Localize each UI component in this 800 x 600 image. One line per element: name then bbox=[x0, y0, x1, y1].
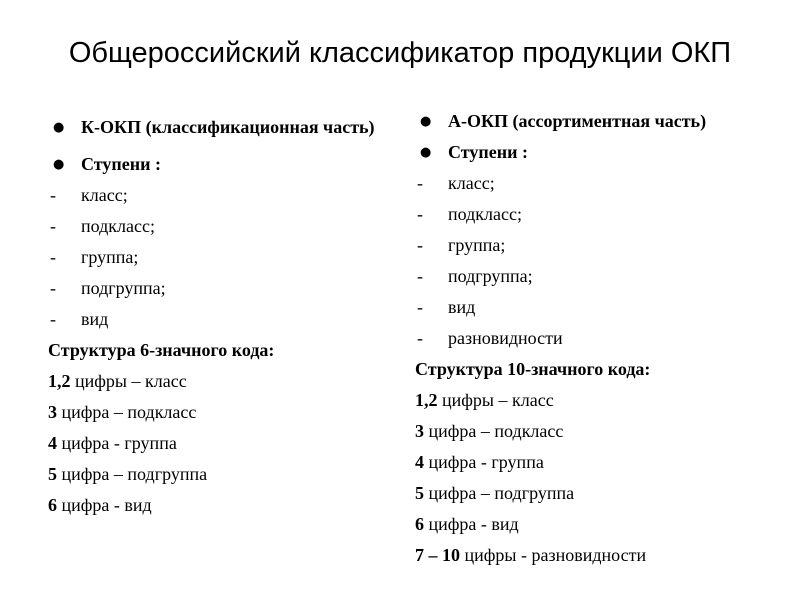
code-line bbox=[415, 509, 785, 540]
dash-icon: - bbox=[417, 297, 423, 317]
code-digits: 6 bbox=[48, 495, 57, 515]
dash-text: подкласс; bbox=[81, 216, 155, 236]
code-line bbox=[415, 447, 785, 478]
slide-title: Общероссийский классификатор продукции ОКП bbox=[68, 37, 732, 69]
dash-item bbox=[48, 273, 388, 304]
bullet-icon: ● bbox=[420, 145, 432, 160]
code-line bbox=[48, 366, 388, 397]
dash-item bbox=[48, 304, 388, 335]
bullet-text: К-ОКП (классификационная часть) bbox=[81, 117, 375, 137]
dash-icon: - bbox=[417, 266, 423, 286]
dash-icon: - bbox=[50, 216, 56, 236]
dash-text: подкласс; bbox=[448, 204, 522, 224]
code-meaning: цифра - группа bbox=[57, 433, 177, 453]
bullet-text: А-ОКП (ассортиментная часть) bbox=[448, 111, 707, 131]
bullet-item bbox=[415, 137, 785, 168]
code-meaning: цифра - вид bbox=[57, 495, 152, 515]
code-line bbox=[48, 397, 388, 428]
code-digits: 4 bbox=[48, 433, 57, 453]
dash-icon: - bbox=[50, 309, 56, 329]
dash-item bbox=[415, 168, 785, 199]
code-meaning: цифры – класс bbox=[437, 390, 554, 410]
dash-text: вид bbox=[448, 297, 476, 317]
dash-item bbox=[415, 292, 785, 323]
dash-item bbox=[48, 180, 388, 211]
code-meaning: цифры – класс bbox=[70, 371, 187, 391]
dash-text: подгруппа; bbox=[81, 278, 166, 298]
left-column bbox=[48, 114, 388, 521]
dash-item bbox=[48, 211, 388, 242]
dash-text: класс; bbox=[81, 185, 128, 205]
code-digits: 1,2 bbox=[48, 371, 71, 391]
code-digits: 3 bbox=[415, 421, 424, 441]
dash-icon: - bbox=[417, 173, 423, 193]
code-line bbox=[415, 540, 785, 571]
dash-icon: - bbox=[417, 235, 423, 255]
code-meaning: цифра – подгруппа bbox=[57, 464, 208, 484]
dash-icon: - bbox=[417, 328, 423, 348]
bullet-item bbox=[48, 114, 388, 141]
dash-item bbox=[415, 199, 785, 230]
right-column bbox=[415, 106, 785, 571]
bullet-text: Ступени : bbox=[81, 154, 161, 174]
dash-text: разновидности bbox=[448, 328, 563, 348]
dash-text: группа; bbox=[448, 235, 506, 255]
dash-text: группа; bbox=[81, 247, 139, 267]
dash-icon: - bbox=[50, 278, 56, 298]
dash-item bbox=[415, 323, 785, 354]
code-digits: 1,2 bbox=[415, 390, 438, 410]
dash-text: подгруппа; bbox=[448, 266, 533, 286]
code-meaning: цифра - вид bbox=[424, 514, 519, 534]
dash-item bbox=[415, 261, 785, 292]
bullet-item bbox=[415, 106, 785, 137]
code-meaning: цифра - группа bbox=[424, 452, 544, 472]
code-meaning: цифра – подкласс bbox=[424, 421, 564, 441]
code-digits: 5 bbox=[415, 483, 424, 503]
structure-heading: Структура 6-значного кода: bbox=[48, 340, 275, 360]
code-meaning: цифра – подкласс bbox=[57, 402, 197, 422]
code-digits: 4 bbox=[415, 452, 424, 472]
code-digits: 3 bbox=[48, 402, 57, 422]
code-meaning: цифра – подгруппа bbox=[424, 483, 575, 503]
bullet-icon: ● bbox=[53, 120, 65, 135]
code-digits: 5 bbox=[48, 464, 57, 484]
code-digits: 6 bbox=[415, 514, 424, 534]
code-line bbox=[415, 478, 785, 509]
code-line bbox=[415, 385, 785, 416]
code-digits: 7 – 10 bbox=[415, 545, 460, 565]
code-line bbox=[48, 428, 388, 459]
bullet-icon: ● bbox=[420, 114, 432, 129]
code-line bbox=[48, 459, 388, 490]
bullet-item bbox=[48, 149, 388, 180]
code-line bbox=[48, 490, 388, 521]
bullet-icon: ● bbox=[53, 157, 65, 172]
dash-item bbox=[48, 242, 388, 273]
dash-icon: - bbox=[50, 247, 56, 267]
dash-icon: - bbox=[50, 185, 56, 205]
structure-heading: Структура 10-значного кода: bbox=[415, 359, 651, 379]
bullet-text: Ступени : bbox=[448, 142, 528, 162]
dash-item bbox=[415, 230, 785, 261]
code-meaning: цифры - разновидности bbox=[460, 545, 647, 565]
dash-text: вид bbox=[81, 309, 109, 329]
dash-text: класс; bbox=[448, 173, 495, 193]
code-line bbox=[415, 416, 785, 447]
dash-icon: - bbox=[417, 204, 423, 224]
